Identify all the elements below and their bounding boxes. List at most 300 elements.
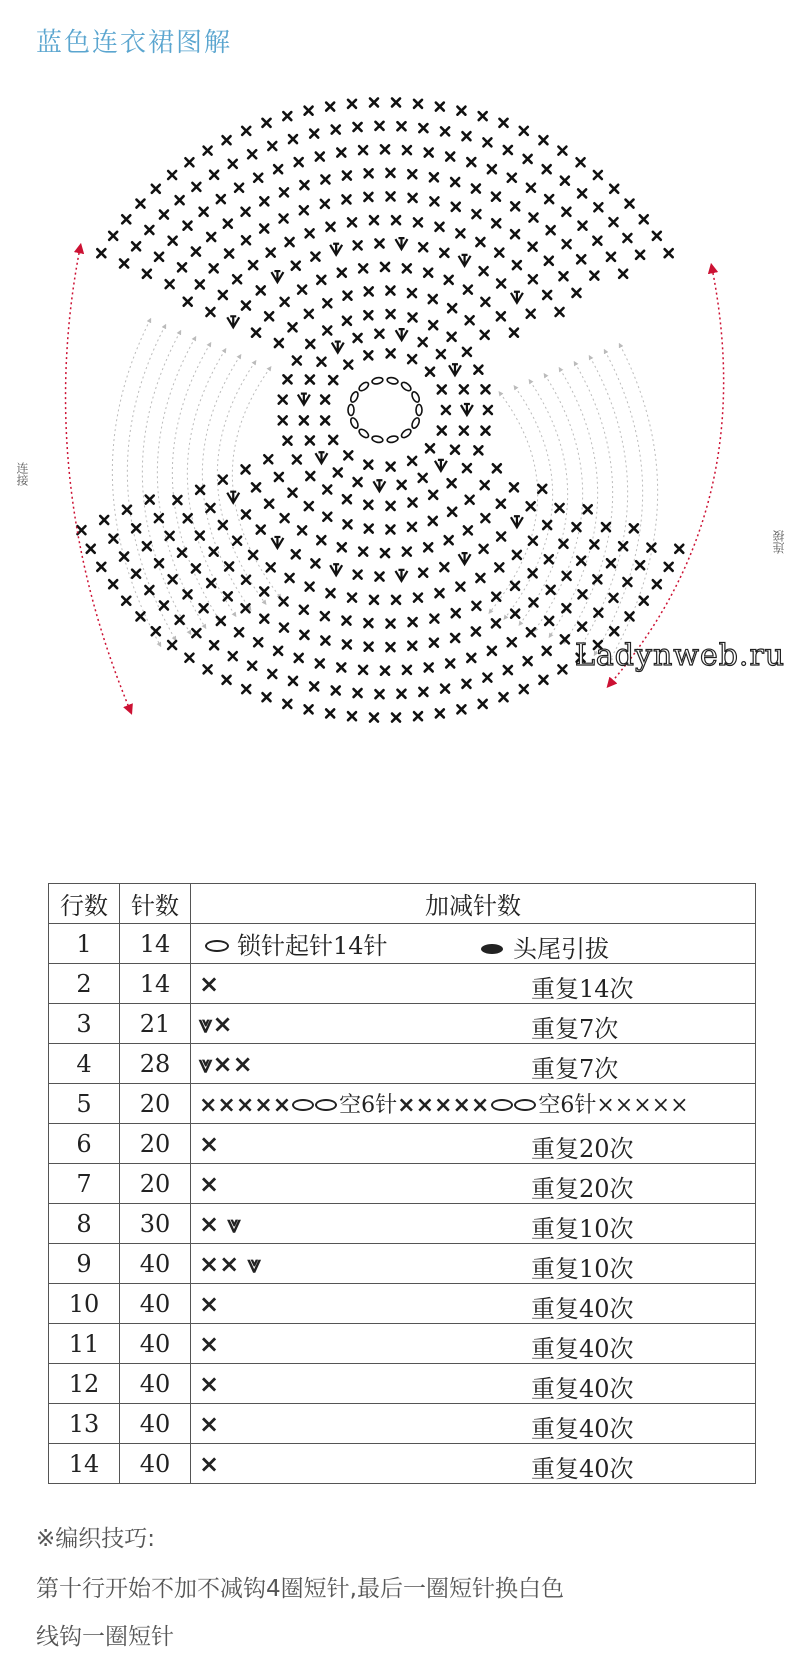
single-crochet-x-icon [263,119,271,127]
single-crochet-x-icon [152,185,160,193]
inc-dec-cell [191,1444,756,1484]
single-crochet-x-icon [281,514,289,522]
single-crochet-x-icon [511,610,519,618]
single-crochet-x-icon [381,667,389,675]
single-crochet-x-icon [87,545,95,553]
repeat-text: 重复40次 [531,1335,634,1363]
single-crochet-x-icon [467,158,475,166]
single-crochet-x-icon [561,635,569,643]
single-crochet-x-icon [122,597,130,605]
single-crochet-x-icon [545,555,553,563]
single-crochet-x-icon [206,504,214,512]
single-crochet-x-icon [136,612,144,620]
increase-v-icon [461,404,473,415]
chain-stitch-oval-icon [514,1099,536,1111]
chain-stitch-oval-icon [400,428,412,440]
single-crochet-x-icon [354,689,362,697]
single-crochet-x-icon [492,593,500,601]
single-crochet-x-icon [155,253,163,261]
single-crochet-x-icon [381,145,389,153]
single-crochet-x-icon [289,323,297,331]
single-crochet-x-icon [440,249,448,257]
single-crochet-x-icon [210,171,218,179]
single-crochet-x-icon [354,241,362,249]
single-crochet-x-icon [387,192,395,200]
single-crochet-x-icon [547,226,555,234]
single-crochet-x-icon [492,619,500,627]
table-row [49,1084,756,1124]
single-crochet-x-icon [280,188,288,196]
single-crochet-x-icon [359,666,367,674]
single-crochet-x-icon [392,98,400,106]
single-crochet-x-icon [365,169,373,177]
single-crochet-x-icon [279,416,287,424]
single-crochet-x-icon [265,312,273,320]
single-crochet-x-icon [462,132,470,140]
single-crochet-x-icon [248,662,256,670]
header-row-number: 行数 [49,884,120,924]
single-crochet-x-icon [254,174,262,182]
single-crochet-x-icon [619,270,627,278]
single-crochet-x-icon [375,330,383,338]
right-connect-label: 连接 [772,530,786,554]
stitch-count: 30 [120,1204,191,1244]
increase-v-icon [298,394,310,405]
chain-stitch-oval-icon [358,381,370,393]
inc-dec-cell: ××××× 空6针××××× 空6针××××× [191,1084,756,1124]
single-crochet-x-icon [430,173,438,181]
single-crochet-x-icon [365,525,373,533]
single-crochet-x-icon [445,536,453,544]
single-crochet-x-icon [424,543,432,551]
row-number: 10 [49,1284,120,1324]
single-crochet-x-icon [504,666,512,674]
single-crochet-x-icon [254,638,262,646]
single-crochet-x-icon [543,291,551,299]
single-crochet-x-icon [334,468,342,476]
repeat-text: 重复14次 [531,975,634,1003]
single-crochet-x-icon [499,693,507,701]
single-crochet-x-icon [100,516,108,524]
stitch-count: 40 [120,1364,191,1404]
single-crochet-x-icon [392,714,400,722]
single-crochet-x-icon [457,107,465,115]
single-crochet-x-icon [204,147,212,155]
single-crochet-x-icon [577,255,585,263]
single-crochet-x-icon [207,579,215,587]
repeat-text: 重复10次 [531,1215,634,1243]
single-crochet-x-icon [562,604,570,612]
row-number: 2 [49,964,120,1004]
single-crochet-x-icon [463,348,471,356]
single-crochet-x-icon [508,638,516,646]
single-crochet-x-icon [317,358,325,366]
single-crochet-x-icon [77,526,85,534]
single-crochet-x-icon [338,269,346,277]
single-crochet-x-icon [630,524,638,532]
single-crochet-x-icon [665,249,673,257]
chain-stitch-oval-icon [387,435,399,443]
single-crochet-x-icon [556,308,564,316]
increase-v-icon [271,537,283,548]
single-crochet-x-icon [493,464,501,472]
chain-stitch-oval-icon [349,417,359,430]
single-crochet-x-icon [414,218,422,226]
single-crochet-x-icon [653,232,661,240]
single-crochet-x-icon [275,339,283,347]
single-crochet-x-icon [466,496,474,504]
single-crochet-x-icon [590,540,598,548]
inc-dec-cell [191,1324,756,1364]
single-crochet-x-icon [440,563,448,571]
single-crochet-x-icon [185,654,193,662]
single-crochet-x-icon [120,553,128,561]
single-crochet-x-icon [529,275,537,283]
single-crochet-x-icon [429,295,437,303]
stitch-count: 40 [120,1244,191,1284]
row-number: 1 [49,924,120,964]
single-crochet-x-icon [146,496,154,504]
single-crochet-x-icon [306,376,314,384]
single-crochet-x-icon [675,545,683,553]
single-crochet-x-icon [152,627,160,635]
single-crochet-x-icon [109,232,117,240]
single-crochet-x-icon [499,119,507,127]
repeat-text: 重复7次 [531,1055,619,1083]
single-crochet-x-icon [210,264,218,272]
single-crochet-x-icon [248,150,256,158]
single-crochet-x-icon [481,427,489,435]
single-crochet-x-icon [556,504,564,512]
single-crochet-x-icon [267,563,275,571]
single-crochet-x-icon [200,208,208,216]
single-crochet-x-icon [446,153,454,161]
increase-v-icon [435,460,447,471]
stitch-count-table [48,883,756,1484]
single-crochet-x-icon [438,385,446,393]
single-crochet-x-icon [252,329,260,337]
single-crochet-x-icon [289,677,297,685]
single-crochet-x-icon [563,240,571,248]
single-crochet-x-icon [558,665,566,673]
single-crochet-x-icon [386,287,394,295]
single-crochet-x-icon [527,184,535,192]
single-crochet-x-icon [578,623,586,631]
inc-dec-cell [191,1004,756,1044]
stitch-symbols: ⩔× [199,1009,233,1038]
row-number: 8 [49,1204,120,1244]
single-crochet-x-icon [408,642,416,650]
single-crochet-x-icon [452,203,460,211]
single-crochet-x-icon [653,580,661,588]
single-crochet-x-icon [168,641,176,649]
single-crochet-x-icon [527,628,535,636]
single-crochet-x-icon [609,218,617,226]
increase-v-icon [330,564,342,575]
single-crochet-x-icon [242,604,250,612]
repeat-text: 重复40次 [531,1415,634,1443]
single-crochet-x-icon [260,615,268,623]
single-crochet-x-icon [109,535,117,543]
single-crochet-x-icon [451,446,459,454]
single-crochet-x-icon [387,502,395,510]
single-crochet-x-icon [184,222,192,230]
chain-stitch-oval-icon [416,405,422,416]
inc-dec-cell [191,1364,756,1404]
chain-stitch-oval-icon [358,428,370,440]
single-crochet-x-icon [511,202,519,210]
single-crochet-x-icon [441,127,449,135]
single-crochet-x-icon [143,542,151,550]
single-crochet-x-icon [283,437,291,445]
increase-v-icon [396,329,408,340]
stitch-symbols: × [199,1409,220,1438]
single-crochet-x-icon [275,473,283,481]
single-crochet-x-icon [474,366,482,374]
single-crochet-x-icon [178,549,186,557]
single-crochet-x-icon [430,639,438,647]
single-crochet-x-icon [409,618,417,626]
single-crochet-x-icon [242,208,250,216]
single-crochet-x-icon [343,317,351,325]
single-crochet-x-icon [279,396,287,404]
inc-dec-cell [191,1244,756,1284]
single-crochet-x-icon [206,308,214,316]
single-crochet-x-icon [343,640,351,648]
repeat-text: 重复20次 [531,1175,634,1203]
single-crochet-x-icon [511,582,519,590]
increase-v-icon [332,342,344,353]
single-crochet-x-icon [311,253,319,261]
single-crochet-x-icon [424,269,432,277]
single-crochet-x-icon [166,280,174,288]
single-crochet-x-icon [545,617,553,625]
single-crochet-x-icon [204,665,212,673]
single-crochet-x-icon [217,195,225,203]
single-crochet-x-icon [626,200,634,208]
single-crochet-x-icon [398,481,406,489]
header-stitch-count: 针数 [120,884,191,924]
single-crochet-x-icon [289,135,297,143]
single-crochet-x-icon [619,542,627,550]
single-crochet-x-icon [594,171,602,179]
single-crochet-x-icon [472,185,480,193]
repeat-text: 重复10次 [531,1255,634,1283]
stitch-symbols: × [199,1169,220,1198]
row-number: 14 [49,1444,120,1484]
single-crochet-x-icon [577,158,585,166]
single-crochet-x-icon [484,406,492,414]
stitch-symbols: × [199,969,220,998]
single-crochet-x-icon [242,576,250,584]
single-crochet-x-icon [242,302,250,310]
single-crochet-x-icon [160,211,168,219]
single-crochet-x-icon [229,652,237,660]
row-number: 7 [49,1164,120,1204]
repeat-text: 重复40次 [531,1295,634,1323]
single-crochet-x-icon [317,536,325,544]
single-crochet-x-icon [419,124,427,132]
single-crochet-x-icon [274,165,282,173]
single-crochet-x-icon [436,709,444,717]
single-crochet-x-icon [145,226,153,234]
single-crochet-x-icon [242,510,250,518]
single-crochet-x-icon [524,657,532,665]
increase-v-icon [449,364,461,375]
single-crochet-x-icon [466,316,474,324]
stitch-count: 20 [120,1164,191,1204]
stitch-symbols: × [199,1369,220,1398]
single-crochet-x-icon [283,375,291,383]
single-crochet-x-icon [342,195,350,203]
single-crochet-x-icon [223,676,231,684]
single-crochet-x-icon [292,262,300,270]
single-crochet-x-icon [260,225,268,233]
single-crochet-x-icon [510,329,518,337]
single-crochet-x-icon [426,444,434,452]
single-crochet-x-icon [370,98,378,106]
single-crochet-x-icon [242,127,250,135]
single-crochet-x-icon [293,356,301,364]
stitch-count: 14 [120,964,191,1004]
row-number: 11 [49,1324,120,1364]
chain-stitch-oval-icon [411,417,421,430]
single-crochet-x-icon [132,570,140,578]
table-row [49,964,756,1004]
single-crochet-x-icon [217,617,225,625]
single-crochet-x-icon [594,203,602,211]
single-crochet-x-icon [370,596,378,604]
table-row [49,1124,756,1164]
single-crochet-x-icon [305,310,313,318]
single-crochet-x-icon [397,690,405,698]
row-number: 6 [49,1124,120,1164]
single-crochet-x-icon [607,253,615,261]
single-crochet-x-icon [480,545,488,553]
increase-v-icon [395,570,407,581]
single-crochet-x-icon [327,223,335,231]
single-crochet-x-icon [260,197,268,205]
single-crochet-x-icon [317,276,325,284]
single-crochet-x-icon [364,619,372,627]
single-crochet-x-icon [306,436,314,444]
single-crochet-x-icon [310,682,318,690]
single-crochet-x-icon [326,103,334,111]
single-crochet-x-icon [337,663,345,671]
slip-stitch-dot-icon [481,944,503,954]
single-crochet-x-icon [610,627,618,635]
single-crochet-x-icon [397,122,405,130]
repeat-text: 重复20次 [531,1135,634,1163]
table-row [49,924,756,964]
single-crochet-x-icon [539,136,547,144]
row-number: 3 [49,1004,120,1044]
single-crochet-x-icon [364,311,372,319]
single-crochet-x-icon [483,674,491,682]
single-crochet-x-icon [192,564,200,572]
table-row [49,1284,756,1324]
single-crochet-x-icon [577,557,585,565]
single-crochet-x-icon [263,693,271,701]
single-crochet-x-icon [435,223,443,231]
single-crochet-x-icon [403,146,411,154]
chain-stitch-oval-icon [292,1099,314,1111]
single-crochet-x-icon [242,236,250,244]
single-crochet-x-icon [97,249,105,257]
single-crochet-x-icon [529,537,537,545]
increase-v-icon [459,553,471,564]
single-crochet-x-icon [426,368,434,376]
single-crochet-x-icon [481,298,489,306]
single-crochet-x-icon [456,583,464,591]
increase-v-icon [315,452,327,463]
increase-v-icon [330,244,342,255]
single-crochet-x-icon [293,456,301,464]
repeat-text: 重复7次 [531,1015,619,1043]
single-crochet-x-icon [264,455,272,463]
table-header-row [49,884,756,924]
single-crochet-x-icon [252,483,260,491]
single-crochet-x-icon [513,261,521,269]
single-crochet-x-icon [280,214,288,222]
single-crochet-x-icon [249,261,257,269]
single-crochet-x-icon [249,551,257,559]
single-crochet-x-icon [609,594,617,602]
single-crochet-x-icon [543,647,551,655]
single-crochet-x-icon [223,136,231,144]
single-crochet-x-icon [348,594,356,602]
single-crochet-x-icon [559,272,567,280]
stitch-count: 14 [120,924,191,964]
single-crochet-x-icon [321,416,329,424]
increase-v-icon [511,292,523,303]
single-crochet-x-icon [192,248,200,256]
single-crochet-x-icon [219,291,227,299]
single-crochet-x-icon [602,523,610,531]
single-crochet-x-icon [364,461,372,469]
single-crochet-x-icon [386,169,394,177]
single-crochet-x-icon [435,589,443,597]
single-crochet-x-icon [529,243,537,251]
single-crochet-x-icon [185,158,193,166]
single-crochet-x-icon [387,620,395,628]
single-crochet-x-icon [387,310,395,318]
single-crochet-x-icon [529,598,537,606]
stitch-count: 20 [120,1084,191,1124]
single-crochet-x-icon [607,559,615,567]
single-crochet-x-icon [408,355,416,363]
chain-stitch-oval-icon [491,1099,513,1111]
stitch-symbols: × [199,1449,220,1478]
single-crochet-x-icon [210,548,218,556]
single-crochet-x-icon [364,193,372,201]
single-crochet-x-icon [445,276,453,284]
single-crochet-x-icon [665,563,673,571]
row-number: 13 [49,1404,120,1444]
single-crochet-x-icon [488,647,496,655]
single-crochet-x-icon [492,193,500,201]
single-crochet-x-icon [472,210,480,218]
page-title: 蓝色连衣裙图解 [36,28,233,58]
single-crochet-x-icon [462,680,470,688]
single-crochet-x-icon [457,705,465,713]
single-crochet-x-icon [242,465,250,473]
single-crochet-x-icon [233,275,241,283]
single-crochet-x-icon [178,263,186,271]
single-crochet-x-icon [122,215,130,223]
single-crochet-x-icon [590,272,598,280]
single-crochet-x-icon [354,478,362,486]
